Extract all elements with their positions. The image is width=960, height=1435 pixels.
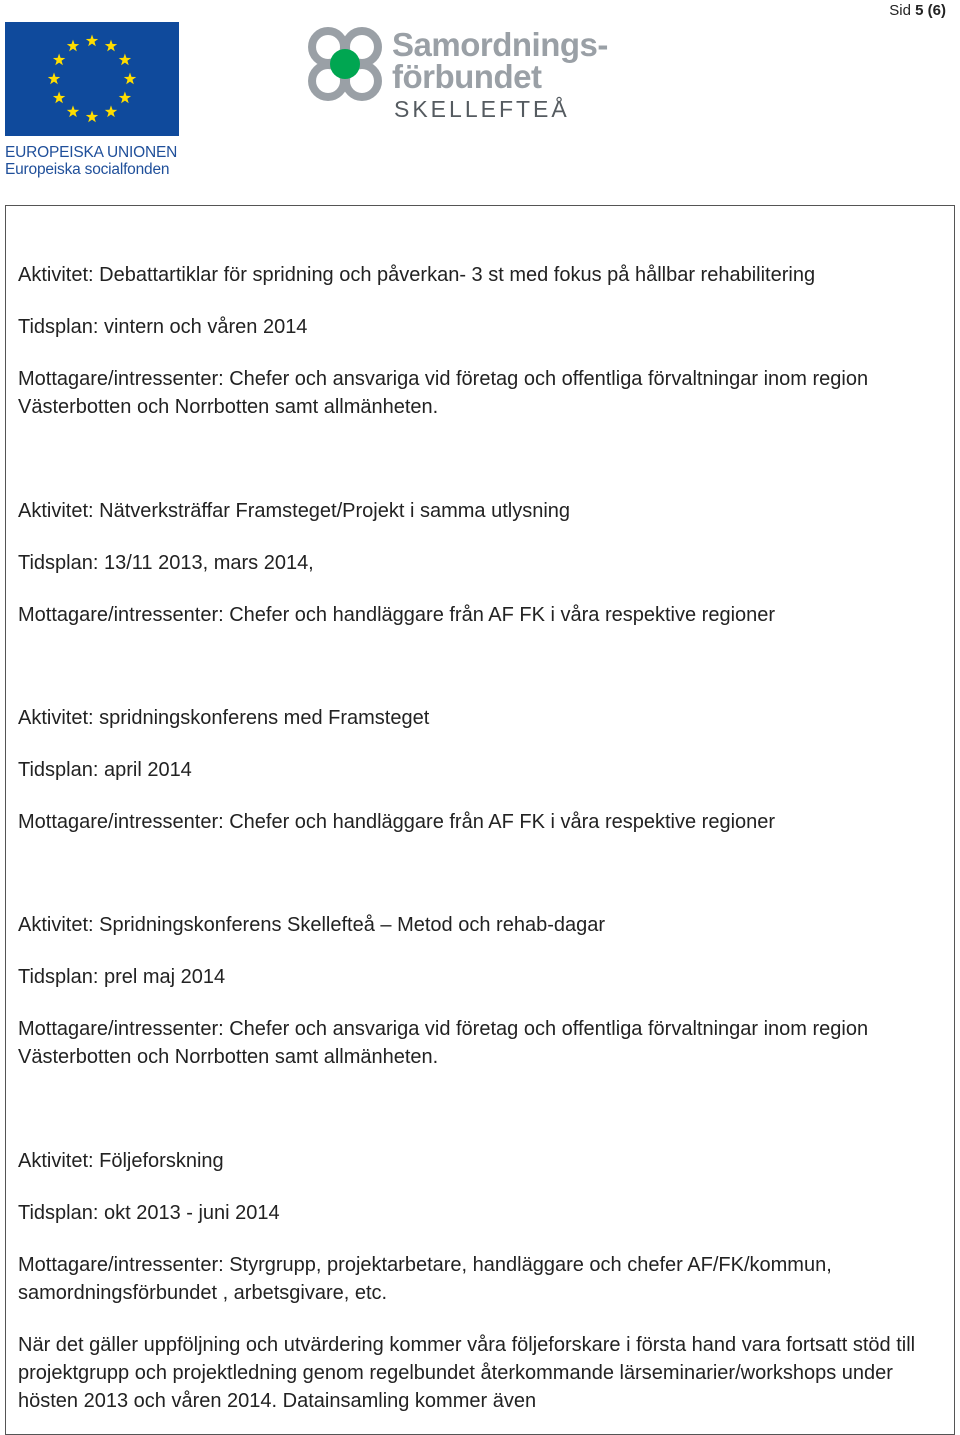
eu-flag-icon [5,22,179,136]
activity-title: Aktivitet: Debattartiklar för spridning och påverkan- 3 st med fokus på hållbar rehabilitering [18,264,816,286]
page-label: Sid [889,2,911,19]
activity-description: När det gäller uppföljning och utvärdering kommer våra följeforskare i första hand vara fortsatt stöd till projektgrupp och projektledning genom regelbundet återkommande lärseminarier/workshops under hösten 2013 och våren 2014. Datainsamling kommer även [18,1334,916,1412]
page-number [889,2,946,19]
eu-logo-line1: EUROPEISKA UNIONEN [5,144,178,161]
activity-block [18,261,948,421]
partner-logo-line2: förbundet [392,58,542,95]
page-current: 5 [915,2,924,19]
activity-schedule: Tidsplan: 13/11 2013, mars 2014, [18,552,314,574]
activities-box [5,205,955,1435]
activity-recipients: Mottagare/intressenter: Styrgrupp, projektarbetare, handläggare och chefer AF/FK/kommun, samordningsförbundet , arbetsgivare, etc. [18,1254,832,1304]
samordningsforbundet-mark-icon [302,24,388,104]
eu-logo [5,22,181,178]
page-total: (6) [927,2,946,19]
activity-block [18,1147,948,1415]
activity-recipients: Mottagare/intressenter: Chefer och ansvariga vid företag och offentliga förvaltningar inom region Västerbotten och Norrbotten samt allmänheten. [18,368,869,418]
activity-schedule: Tidsplan: vintern och våren 2014 [18,316,308,338]
samordningsforbundet-logo [302,20,642,125]
activity-schedule: Tidsplan: okt 2013 - juni 2014 [18,1202,280,1224]
activity-recipients: Mottagare/intressenter: Chefer och handläggare från AF FK i våra respektive regioner [18,811,776,833]
activity-block [18,911,948,1071]
activity-schedule: Tidsplan: april 2014 [18,759,192,781]
partner-logo-line3: SKELLEFTEÅ [394,96,570,122]
activity-recipients: Mottagare/intressenter: Chefer och ansvariga vid företag och offentliga förvaltningar inom region Västerbotten och Norrbotten samt allmänheten. [18,1018,869,1068]
activity-block [18,497,948,629]
activity-recipients: Mottagare/intressenter: Chefer och handläggare från AF FK i våra respektive regioner [18,604,776,626]
activity-title: Aktivitet: Följeforskning [18,1150,224,1172]
activity-schedule: Tidsplan: prel maj 2014 [18,966,226,988]
activity-block [18,704,948,836]
eu-logo-line2: Europeiska socialfonden [5,161,170,178]
activity-title: Aktivitet: spridningskonferens med Framsteget [18,707,430,729]
activity-title: Aktivitet: Nätverksträffar Framsteget/Projekt i samma utlysning [18,500,571,522]
partner-logo-line1: Samordnings- [392,26,608,63]
activity-title: Aktivitet: Spridningskonferens Skellefteå – Metod och rehab-dagar [18,914,606,936]
